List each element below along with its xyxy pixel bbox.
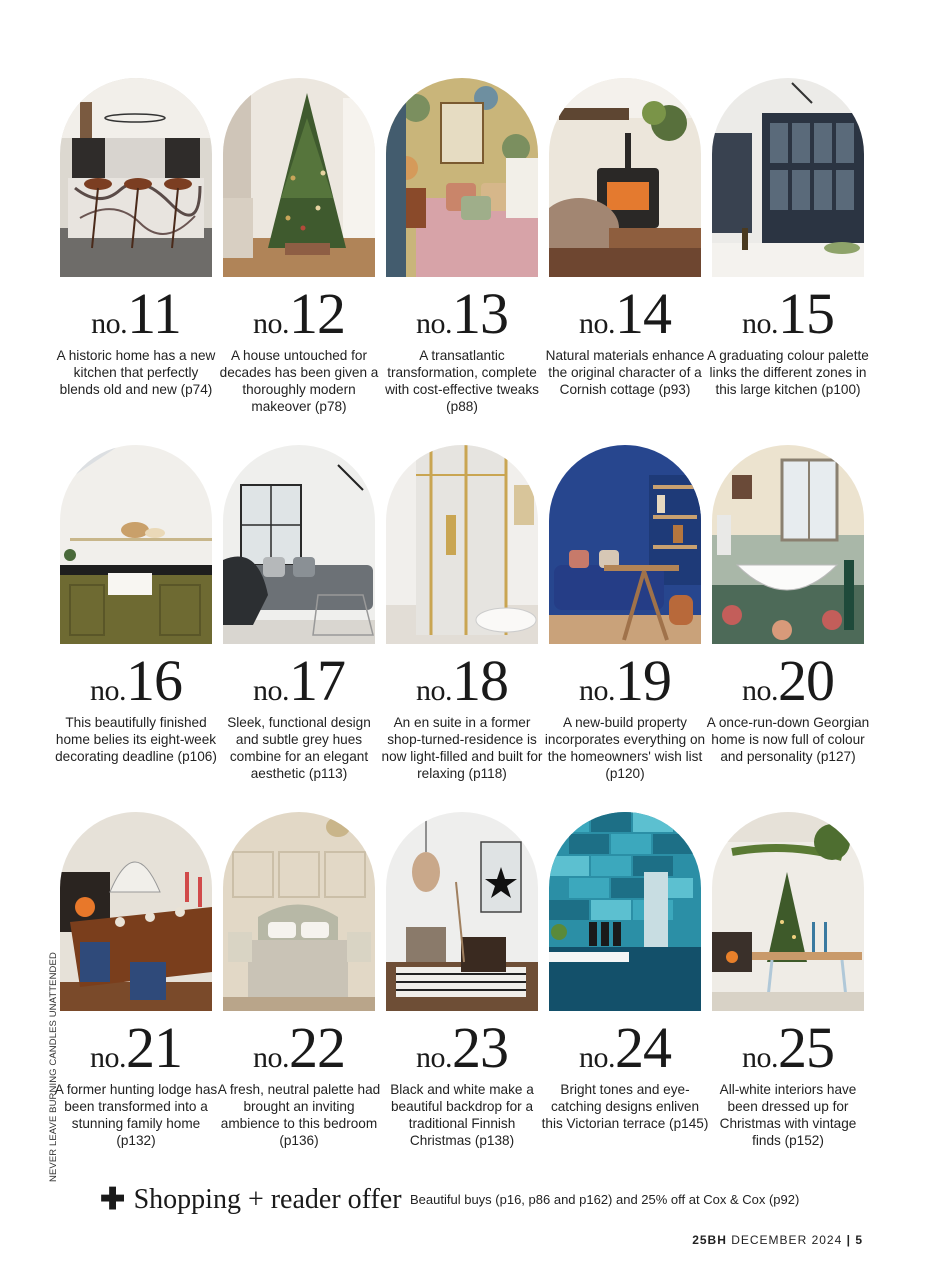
features-row bbox=[55, 445, 870, 812]
feature-description: Sleek, functional design and subtle grey hues combine for an elegant aesthetic (p113) bbox=[227, 715, 371, 781]
feature-photo[interactable] bbox=[549, 812, 701, 1011]
feature-description: A former hunting lodge has been transformed into a stunning family home (p132) bbox=[54, 1082, 218, 1148]
feature-card[interactable] bbox=[707, 78, 869, 398]
feature-number: no.15 bbox=[742, 281, 834, 346]
feature-number: no.17 bbox=[253, 648, 345, 713]
feature-description: A transatlantic transformation, complete with cost-effective tweaks (p88) bbox=[385, 348, 539, 414]
feature-card[interactable] bbox=[223, 445, 375, 782]
feature-description: A fresh, neutral palette had brought an inviting ambience to this bedroom (p136) bbox=[217, 1082, 381, 1148]
feature-photo[interactable] bbox=[223, 812, 375, 1011]
page-footer bbox=[692, 1233, 863, 1247]
shopping-title: Shopping + reader offer bbox=[133, 1183, 402, 1215]
shopping-text: Beautiful buys (p16, p86 and p162) and 25% off at Cox & Cox (p92) bbox=[410, 1192, 800, 1207]
feature-photo[interactable] bbox=[712, 445, 864, 644]
feature-photo[interactable] bbox=[60, 812, 212, 1011]
side-note: NEVER LEAVE BURNING CANDLES UNATTENDED bbox=[48, 952, 59, 1182]
features-grid bbox=[54, 78, 870, 1179]
feature-number: no.22 bbox=[253, 1015, 345, 1080]
feature-photo[interactable] bbox=[712, 78, 864, 277]
feature-card[interactable] bbox=[54, 812, 218, 1149]
footer-separator: | bbox=[846, 1233, 851, 1247]
feature-number: no.11 bbox=[91, 281, 181, 346]
feature-description: A historic home has a new kitchen that perfectly blends old and new (p74) bbox=[56, 348, 216, 397]
feature-description: Bright tones and eye-catching designs enliven this Victorian terrace (p145) bbox=[541, 1082, 709, 1131]
feature-photo[interactable] bbox=[549, 445, 701, 644]
feature-card[interactable] bbox=[541, 812, 709, 1132]
feature-photo[interactable] bbox=[60, 445, 212, 644]
feature-number: no.12 bbox=[253, 281, 345, 346]
feature-card[interactable] bbox=[386, 78, 538, 415]
feature-number: no.18 bbox=[416, 648, 508, 713]
feature-card[interactable] bbox=[545, 78, 705, 398]
feature-photo[interactable] bbox=[223, 445, 375, 644]
feature-description: Natural materials enhance the original character of a Cornish cottage (p93) bbox=[545, 348, 705, 397]
feature-card[interactable] bbox=[219, 78, 379, 415]
feature-description: A graduating colour palette links the different zones in this large kitchen (p100) bbox=[707, 348, 869, 397]
shopping-offer[interactable] bbox=[100, 1182, 799, 1217]
feature-number: no.14 bbox=[579, 281, 671, 346]
feature-card[interactable] bbox=[544, 445, 706, 782]
feature-card[interactable] bbox=[56, 78, 216, 398]
page-number: 5 bbox=[855, 1233, 863, 1247]
feature-description: This beautifully finished home belies its eight-week decorating deadline (p106) bbox=[55, 715, 217, 764]
feature-description: A new-build property incorporates everything on the homeowners' wish list (p120) bbox=[544, 715, 706, 781]
feature-card[interactable] bbox=[386, 812, 538, 1149]
feature-number: no.23 bbox=[416, 1015, 508, 1080]
feature-photo[interactable] bbox=[712, 812, 864, 1011]
feature-card[interactable] bbox=[712, 812, 864, 1149]
footer-brand: 25BH bbox=[692, 1233, 727, 1247]
feature-number: no.16 bbox=[90, 648, 182, 713]
feature-photo[interactable] bbox=[386, 78, 538, 277]
feature-photo[interactable] bbox=[386, 445, 538, 644]
feature-card[interactable] bbox=[381, 445, 543, 782]
features-row bbox=[54, 812, 865, 1179]
feature-photo[interactable] bbox=[223, 78, 375, 277]
feature-number: no.20 bbox=[742, 648, 834, 713]
feature-description: An en suite in a former shop-turned-residence is now light-filled and built for relaxing (p118) bbox=[381, 715, 543, 781]
feature-description: A house untouched for decades has been given a thoroughly modern makeover (p78) bbox=[219, 348, 379, 414]
feature-number: no.19 bbox=[579, 648, 671, 713]
feature-number: no.21 bbox=[90, 1015, 182, 1080]
feature-description: A once-run-down Georgian home is now full of colour and personality (p127) bbox=[706, 715, 870, 764]
feature-description: All-white interiors have been dressed up for Christmas with vintage finds (p152) bbox=[719, 1082, 857, 1148]
feature-photo[interactable] bbox=[386, 812, 538, 1011]
feature-number: no.24 bbox=[579, 1015, 671, 1080]
feature-number: no.13 bbox=[416, 281, 508, 346]
footer-issue: DECEMBER 2024 bbox=[731, 1233, 843, 1247]
feature-photo[interactable] bbox=[549, 78, 701, 277]
feature-card[interactable] bbox=[55, 445, 217, 765]
features-row bbox=[56, 78, 869, 445]
feature-photo[interactable] bbox=[60, 78, 212, 277]
plus-icon: ✚ bbox=[100, 1183, 126, 1216]
feature-number: no.25 bbox=[742, 1015, 834, 1080]
feature-card[interactable] bbox=[217, 812, 381, 1149]
feature-description: Black and white make a beautiful backdrop for a traditional Finnish Christmas (p138) bbox=[390, 1082, 534, 1148]
feature-card[interactable] bbox=[706, 445, 870, 765]
